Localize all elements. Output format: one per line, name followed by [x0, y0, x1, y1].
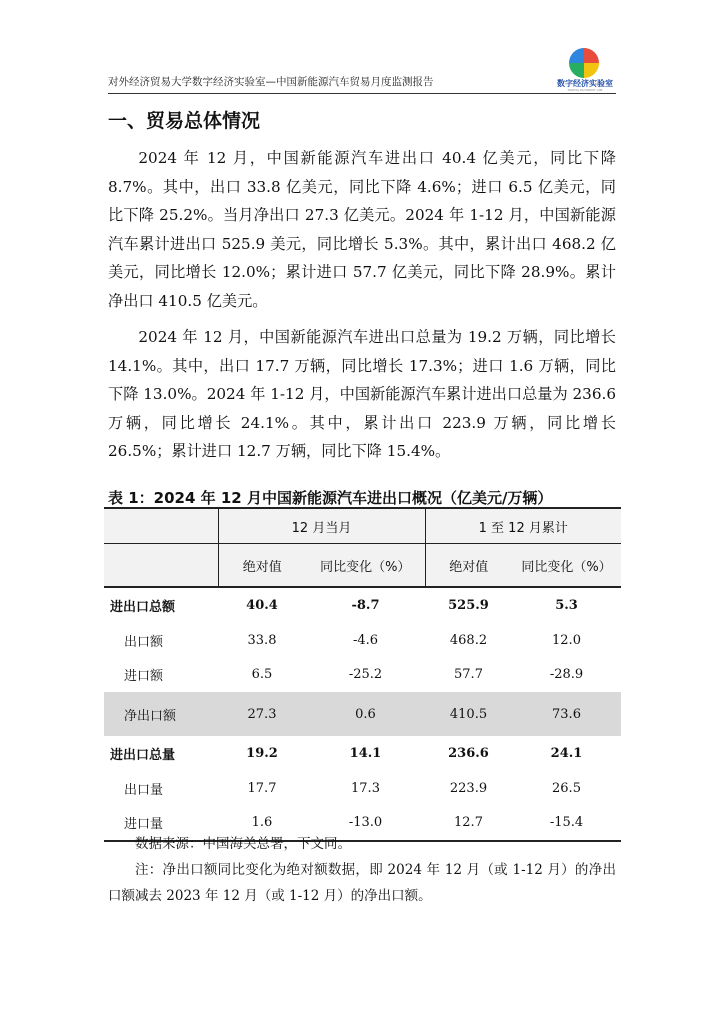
- group-header-cumulative: 1 至 12 月累计: [425, 508, 621, 544]
- cell-cum-abs: 236.6: [448, 745, 489, 761]
- cell-month-abs: 40.4: [246, 597, 278, 613]
- logo-text: 数字经济实验室: [557, 79, 613, 88]
- row-label: 进出口总额: [110, 599, 176, 615]
- row-label: 进口量: [104, 805, 218, 841]
- row-label: 进出口总量: [110, 747, 176, 763]
- table-corner-cell: [104, 508, 218, 544]
- cell-cum-yoy: 26.5: [552, 780, 581, 796]
- table-row: [104, 657, 621, 692]
- cell-month-yoy: -4.6: [352, 632, 379, 648]
- cell-cum-yoy: 12.0: [552, 632, 581, 648]
- table-row: [104, 692, 621, 736]
- cell-month-yoy: 14.1: [349, 745, 382, 761]
- cell-cum-yoy: 73.6: [512, 692, 621, 736]
- table-corner-cell: [104, 544, 218, 588]
- lab-logo: [552, 48, 618, 92]
- table-sub-header-row: [104, 544, 621, 588]
- trade-summary-table: [104, 507, 621, 842]
- cell-month-abs: 17.7: [247, 780, 277, 796]
- col-header-cum-abs: 绝对值: [425, 544, 512, 588]
- cell-cum-yoy: -15.4: [512, 805, 621, 841]
- group-header-month: 12 月当月: [218, 508, 425, 544]
- cell-cum-abs: 223.9: [449, 780, 488, 796]
- cell-month-yoy: 0.6: [306, 692, 425, 736]
- cell-cum-abs: 525.9: [448, 597, 489, 613]
- cell-month-abs: 33.8: [247, 632, 277, 648]
- section-title: 一、贸易总体情况: [108, 110, 261, 132]
- cell-cum-abs: 410.5: [425, 692, 512, 736]
- globe-icon: [569, 48, 599, 78]
- header-divider: [108, 93, 616, 94]
- data-source-note: 数据来源：中国海关总署，下文同。: [135, 836, 351, 852]
- footnote: 注：净出口额同比变化为绝对额数据，即 2024 年 12 月（或 1-12 月）的净出口额减去 2023 年 12 月（或 1-12 月）的净出口额。: [108, 862, 616, 904]
- cell-cum-yoy: 5.3: [555, 597, 578, 613]
- cell-month-yoy: -25.2: [348, 667, 383, 683]
- row-label: 出口额: [124, 634, 164, 650]
- row-label: 净出口额: [104, 692, 218, 736]
- table-caption: 表 1：2024 年 12 月中国新能源汽车进出口概况（亿美元/万辆）: [108, 489, 553, 507]
- col-header-month-abs: 绝对值: [218, 544, 306, 588]
- cell-month-yoy: -13.0: [306, 805, 425, 841]
- cell-cum-abs: 468.2: [449, 632, 488, 648]
- report-header: 对外经济贸易大学数字经济实验室—中国新能源汽车贸易月度监测报告: [108, 76, 434, 88]
- cell-cum-yoy: 24.1: [550, 745, 583, 761]
- paragraph-volume: 2024 年 12 月，中国新能源汽车进出口总量为 19.2 万辆，同比增长 14.1%。其中，出口 17.7 万辆，同比增长 17.3%；进口 1.6 万辆，同比下降 13.0%。2024 年 1-12 月，中国新能源汽车累计进出口总量为 236.6 万辆，同比增长 24.1%。其中，累计出口 223.9 万辆，同比增长 26.5%；累计进口 12.7 万辆，同比下降 15.4%。: [108, 328, 616, 461]
- cell-month-abs: 27.3: [218, 692, 306, 736]
- col-header-month-yoy: 同比变化（%）: [306, 544, 425, 588]
- col-header-cum-yoy: 同比变化（%）: [512, 544, 621, 588]
- row-label: 出口量: [124, 782, 164, 798]
- cell-month-abs: 6.5: [251, 667, 273, 683]
- row-label: 进口额: [124, 669, 164, 685]
- table-row: [104, 736, 621, 771]
- logo-subtext: DIGITAL ECONOMY LAB: [567, 88, 603, 92]
- table-row: [104, 771, 621, 806]
- cell-cum-abs: 57.7: [454, 667, 483, 683]
- cell-month-abs: 1.6: [218, 805, 306, 841]
- table-row: [104, 587, 621, 623]
- cell-cum-yoy: -28.9: [549, 667, 584, 683]
- cell-month-yoy: -8.7: [351, 597, 380, 613]
- paragraph-value: 2024 年 12 月，中国新能源汽车进出口 40.4 亿美元，同比下降 8.7%。其中，出口 33.8 亿美元，同比下降 4.6%；进口 6.5 亿美元，同比下降 25.2%。当月净出口 27.3 亿美元。2024 年 1-12 月，中国新能源汽车累计进出口 525.9 美元，同比增长 5.3%。其中，累计出口 468.2 亿美元，同比增长 12.0%；累计进口 57.7 亿美元，同比下降 28.9%。累计净出口 410.5 亿美元。: [108, 149, 616, 310]
- cell-month-abs: 19.2: [246, 745, 278, 761]
- table-group-header-row: [104, 508, 621, 544]
- cell-month-yoy: 17.3: [351, 780, 380, 796]
- table-row: [104, 623, 621, 658]
- cell-cum-abs: 12.7: [425, 805, 512, 841]
